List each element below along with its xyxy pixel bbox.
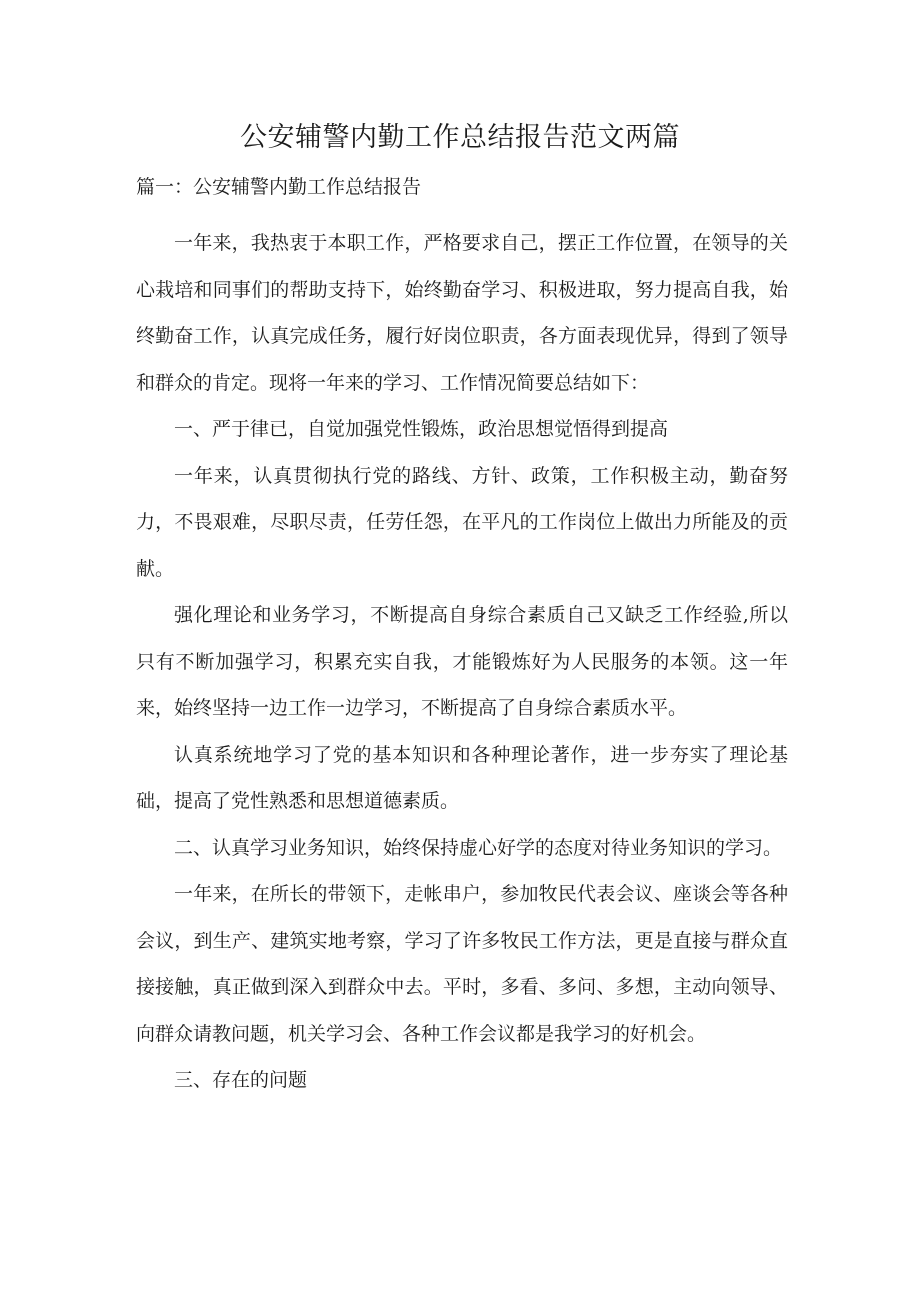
paragraph: 一年来，在所长的带领下，走帐串户，参加牧民代表会议、座谈会等各种会议，到生产、建筑实地考察，学习了许多牧民工作方法，更是直接与群众直接接触，真正做到深入到群众中去。平时，多看、多问、多想，主动向领导、向群众请教问题，机关学习会、各种工作会议都是我学习的好机会。 (136, 883, 788, 1045)
document-body (136, 220, 788, 1104)
document-subtitle: 篇一：公安辅警内勤工作总结报告 (136, 176, 422, 198)
paragraph: 强化理论和业务学习，不断提高自身综合素质自己又缺乏工作经验,所以只有不断加强学习，积累充实自我，才能锻炼好为人民服务的本领。这一年来，始终坚持一边工作一边学习，不断提高了自身综合素质水平。 (136, 604, 788, 719)
document-title: 公安辅警内勤工作总结报告范文两篇 (240, 122, 680, 153)
paragraph: 认真系统地学习了党的基本知识和各种理论著作，进一步夯实了理论基础，提高了党性熟悉和思想道德素质。 (136, 743, 788, 812)
section-heading: 一、严于律已，自觉加强党性锻炼，政治思想觉悟得到提高 (174, 418, 669, 440)
paragraph: 一年来，我热衷于本职工作，严格要求自己，摆正工作位置，在领导的关心栽培和同事们的帮助支持下，始终勤奋学习、积极进取，努力提高自我，始终勤奋工作，认真完成任务，履行好岗位职责，各方面表现优异，得到了领导和群众的肯定。现将一年来的学习、工作情况简要总结如下： (136, 232, 788, 394)
section-heading: 二、认真学习业务知识，始终保持虚心好学的态度对待业务知识的学习。 (174, 836, 783, 859)
paragraph: 一年来，认真贯彻执行党的路线、方针、政策，工作积极主动，勤奋努力，不畏艰难，尽职尽责，任劳任怨，在平凡的工作岗位上做出力所能及的贡献。 (136, 464, 788, 580)
section-heading: 三、存在的问题 (174, 1069, 308, 1091)
